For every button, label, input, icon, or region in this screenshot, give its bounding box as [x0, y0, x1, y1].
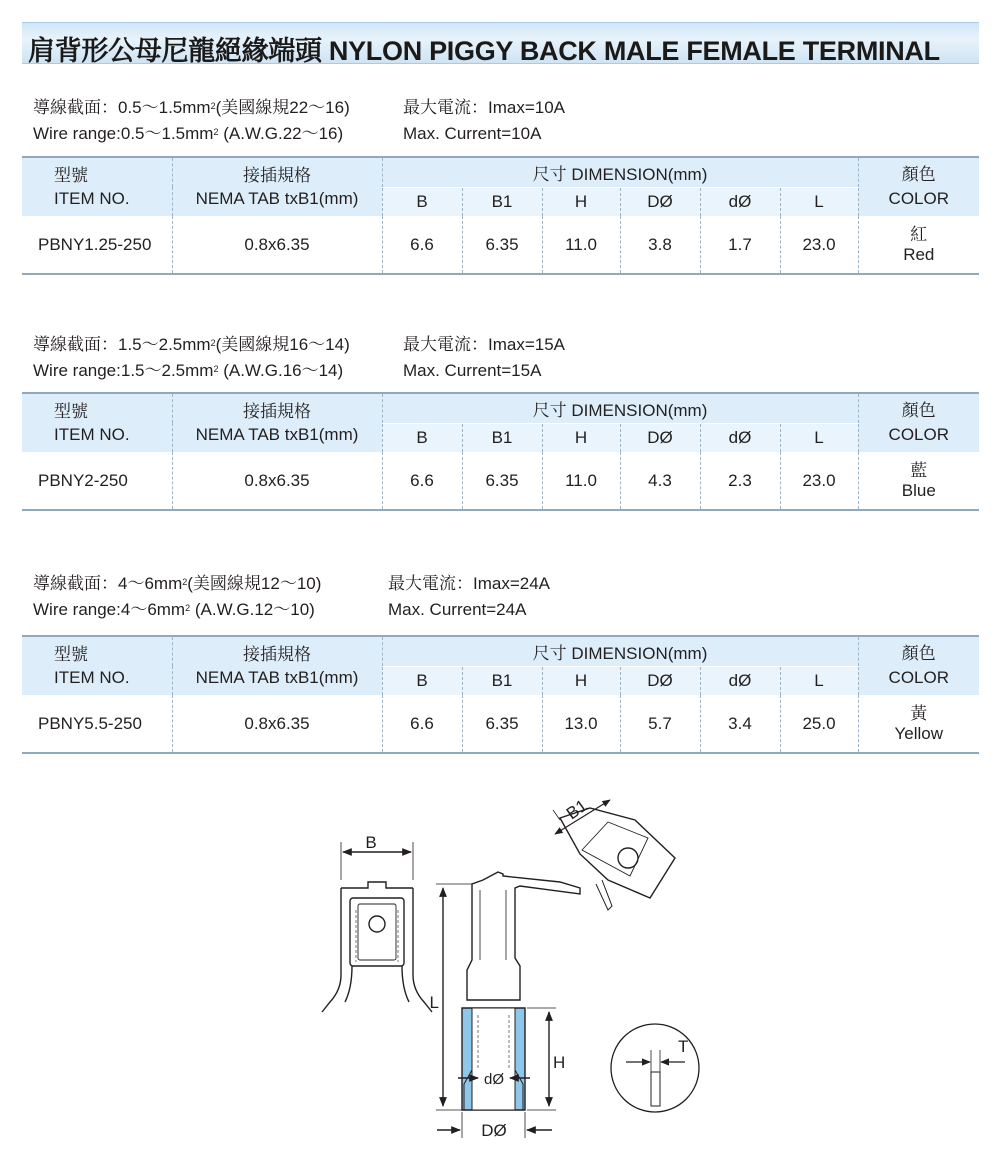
header-dim-h: H	[542, 666, 620, 695]
header-item: 型號 ITEM NO.	[22, 636, 172, 695]
header-dimension: 尺寸 DIMENSION(mm)	[382, 393, 858, 423]
terminal-drawing	[0, 780, 1000, 1163]
title-bar	[22, 22, 979, 64]
header-dim-d-outer: DØ	[620, 187, 700, 216]
page-title: 肩背形公母尼龍絕緣端頭 NYLON PIGGY BACK MALE FEMALE TERMINAL	[28, 36, 940, 66]
cell-dim: 25.0	[780, 695, 858, 753]
cell-dim: 6.35	[462, 452, 542, 510]
label-b1: B1	[562, 795, 591, 824]
header-dim-d-inner: dØ	[700, 187, 780, 216]
header-dim-b1: B1	[462, 187, 542, 216]
wire-range-en: Wire $range:4\sim 6mm^2$ (A.W.G.12～10)	[33, 600, 315, 619]
current-zh: 最大電流：Imax=10A	[403, 98, 566, 117]
header-dim-d-inner: dØ	[700, 666, 780, 695]
cell-color: 藍 Blue	[858, 452, 979, 510]
header-dim-b1: B1	[462, 423, 542, 452]
cell-dim: 3.8	[620, 216, 700, 274]
header-dim-d-outer: DØ	[620, 423, 700, 452]
header-dim-d-inner: dØ	[700, 423, 780, 452]
cell-item: PBNY2-250	[22, 452, 172, 510]
spec-table-1	[22, 156, 979, 275]
label-d-inner: dØ	[483, 1071, 505, 1088]
wire-range-zh: 導線截面：$4\sim 6mm^2$(美國線規12～10)	[33, 574, 322, 593]
spec-block-1	[33, 95, 733, 147]
header-dim-h: H	[542, 187, 620, 216]
header-item: 型號 ITEM NO.	[22, 393, 172, 452]
label-h: H	[553, 1053, 566, 1072]
header-dim-l: L	[780, 423, 858, 452]
cell-color: 紅 Red	[858, 216, 979, 274]
wire-range-en: Wire $range:0.5\sim 1.5mm^2$ (A.W.G.22～16)	[33, 124, 344, 143]
cell-item: PBNY1.25-250	[22, 216, 172, 274]
current-en: Max. Current=10A	[403, 124, 542, 143]
cell-dim: 6.6	[382, 452, 462, 510]
current-zh: 最大電流：Imax=24A	[388, 574, 551, 593]
header-color: 顏色 COLOR	[858, 393, 979, 452]
table-row	[22, 452, 979, 510]
header-color: 顏色 COLOR	[858, 636, 979, 695]
label-b: B	[365, 833, 377, 852]
header-dim-d-outer: DØ	[620, 666, 700, 695]
cell-dim: 4.3	[620, 452, 700, 510]
header-tab: 接插規格 NEMA TAB txB1(mm)	[172, 636, 382, 695]
header-item: 型號 ITEM NO.	[22, 157, 172, 216]
wire-range-en: Wire $range:1.5\sim 2.5mm^2$ (A.W.G.16～14)	[33, 361, 344, 380]
wire-range-zh: 導線截面：$1.5\sim 2.5mm^2$(美國線規16～14)	[33, 335, 350, 354]
cell-item: PBNY5.5-250	[22, 695, 172, 753]
cell-dim: 11.0	[542, 452, 620, 510]
header-color: 顏色 COLOR	[858, 157, 979, 216]
cell-dim: 11.0	[542, 216, 620, 274]
wire-range-zh: 導線截面：$0.5\sim 1.5mm^2$(美國線規22～16)	[33, 98, 350, 117]
cell-dim: 13.0	[542, 695, 620, 753]
cell-tab: 0.8x6.35	[172, 216, 382, 274]
header-dim-b: B	[382, 423, 462, 452]
header-dim-b: B	[382, 666, 462, 695]
header-dimension: 尺寸 DIMENSION(mm)	[382, 636, 858, 666]
header-dim-b: B	[382, 187, 462, 216]
label-l: L	[429, 993, 439, 1012]
label-t: T	[678, 1037, 689, 1056]
header-dim-l: L	[780, 666, 858, 695]
side-view	[436, 872, 580, 1138]
label-d-outer: DØ	[481, 1121, 507, 1140]
front-view	[322, 842, 432, 1012]
cell-dim: 6.35	[462, 216, 542, 274]
spec-table-3	[22, 635, 979, 754]
current-zh: 最大電流：Imax=15A	[403, 335, 566, 354]
cell-dim: 6.35	[462, 695, 542, 753]
header-dim-b1: B1	[462, 666, 542, 695]
spec-block-2	[33, 332, 733, 384]
cell-dim: 1.7	[700, 216, 780, 274]
table-row	[22, 695, 979, 753]
header-tab: 接插規格 NEMA TAB txB1(mm)	[172, 157, 382, 216]
cell-tab: 0.8x6.35	[172, 695, 382, 753]
cell-dim: 6.6	[382, 695, 462, 753]
cell-dim: 23.0	[780, 452, 858, 510]
header-dim-h: H	[542, 423, 620, 452]
header-tab: 接插規格 NEMA TAB txB1(mm)	[172, 393, 382, 452]
cell-color: 黃 Yellow	[858, 695, 979, 753]
cell-dim: 2.3	[700, 452, 780, 510]
spec-block-3	[33, 571, 733, 623]
cell-dim: 6.6	[382, 216, 462, 274]
table-row	[22, 216, 979, 274]
cell-dim: 23.0	[780, 216, 858, 274]
current-en: Max. Current=24A	[388, 600, 527, 619]
header-dimension: 尺寸 DIMENSION(mm)	[382, 157, 858, 187]
spec-table-2	[22, 392, 979, 511]
current-en: Max. Current=15A	[403, 361, 542, 380]
cell-dim: 3.4	[700, 695, 780, 753]
header-dim-l: L	[780, 187, 858, 216]
cell-dim: 5.7	[620, 695, 700, 753]
cell-tab: 0.8x6.35	[172, 452, 382, 510]
